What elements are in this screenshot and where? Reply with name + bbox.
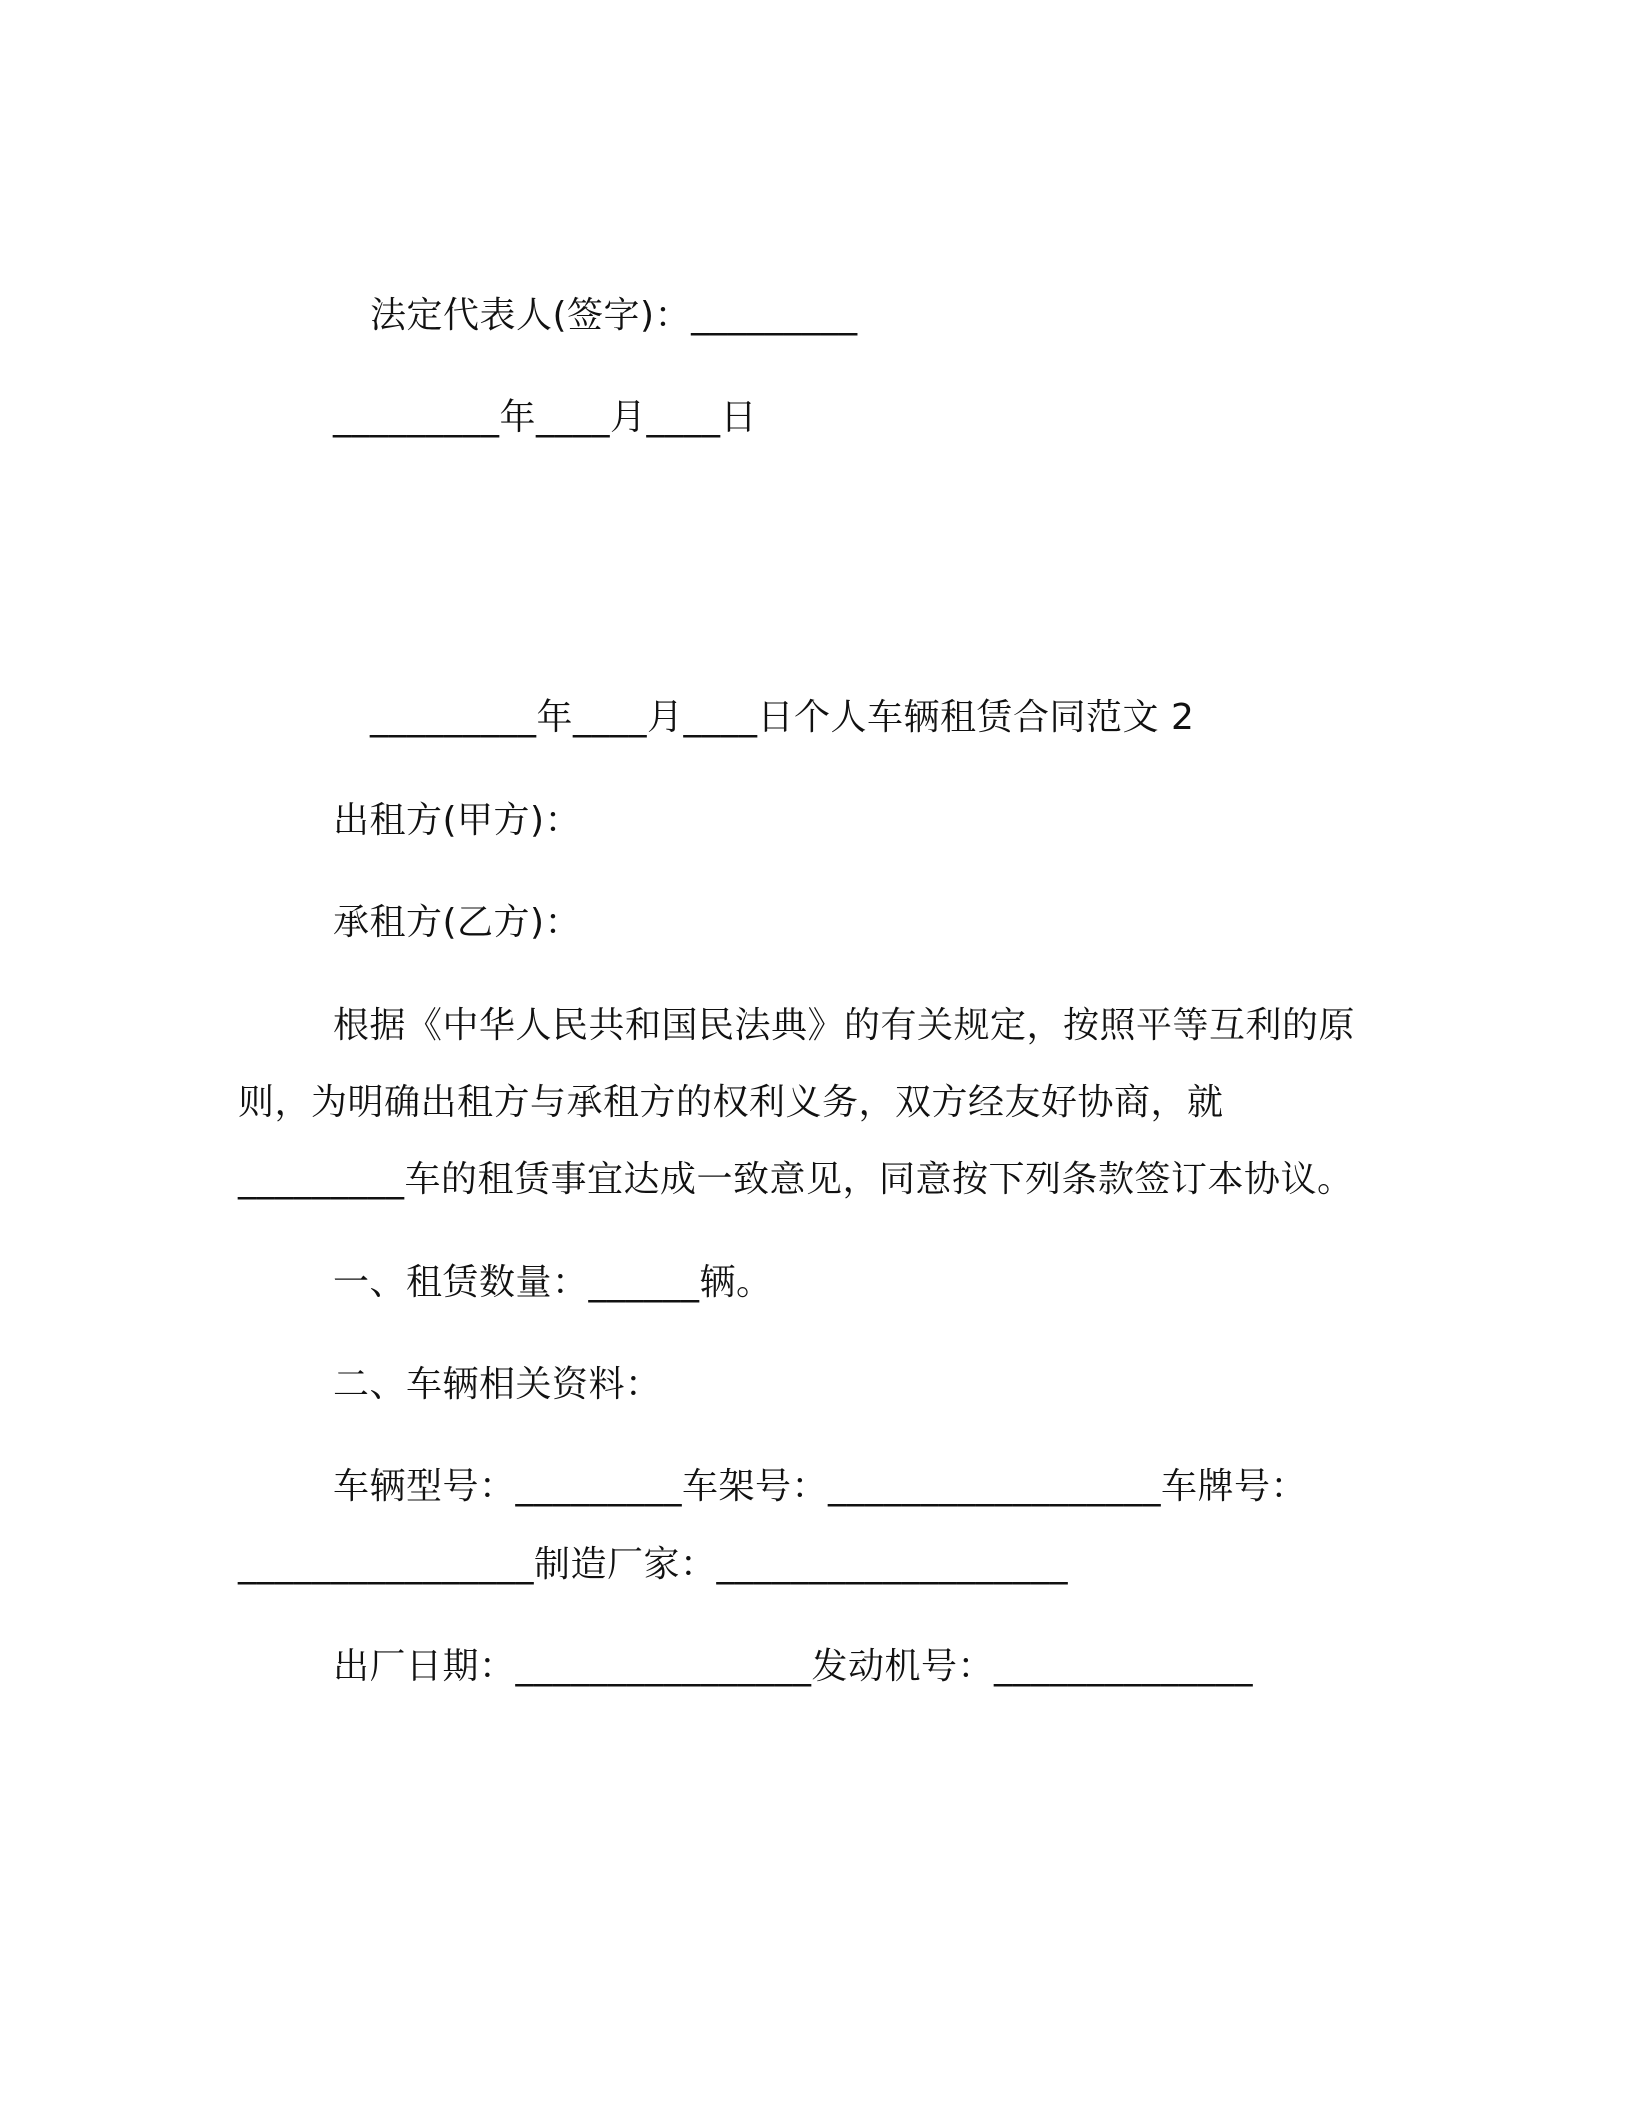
intro-line-2: 则，为明确出租方与承租方的权利义务，双方经友好协商，就 [238, 1082, 1224, 1123]
lessor-line: 出租方(甲方)： [333, 800, 582, 841]
vehicle-info-line-2: ________________制造厂家：___________________ [238, 1544, 1069, 1585]
intro-line-1: 根据《中华人民共和国民法典》的有关规定，按照平等互利的原 [333, 1005, 1356, 1046]
factory-engine-line: 出厂日期：________________发动机号：______________ [333, 1646, 1254, 1687]
document-heading: _________年____月____日个人车辆租赁合同范文 2 [370, 697, 1195, 738]
clause-2: 二、车辆相关资料： [333, 1364, 662, 1405]
clause-1: 一、租赁数量：______辆。 [333, 1262, 773, 1303]
date-line-top: _________年____月____日 [333, 397, 757, 438]
lessee-line: 承租方(乙方)： [333, 902, 582, 943]
signature-line: 法定代表人(签字)：_________ [370, 295, 858, 336]
intro-line-3: _________车的租赁事宜达成一致意见，同意按下列条款签订本协议。 [238, 1159, 1354, 1200]
vehicle-info-line-1: 车辆型号：_________车架号：__________________车牌号： [333, 1466, 1308, 1507]
